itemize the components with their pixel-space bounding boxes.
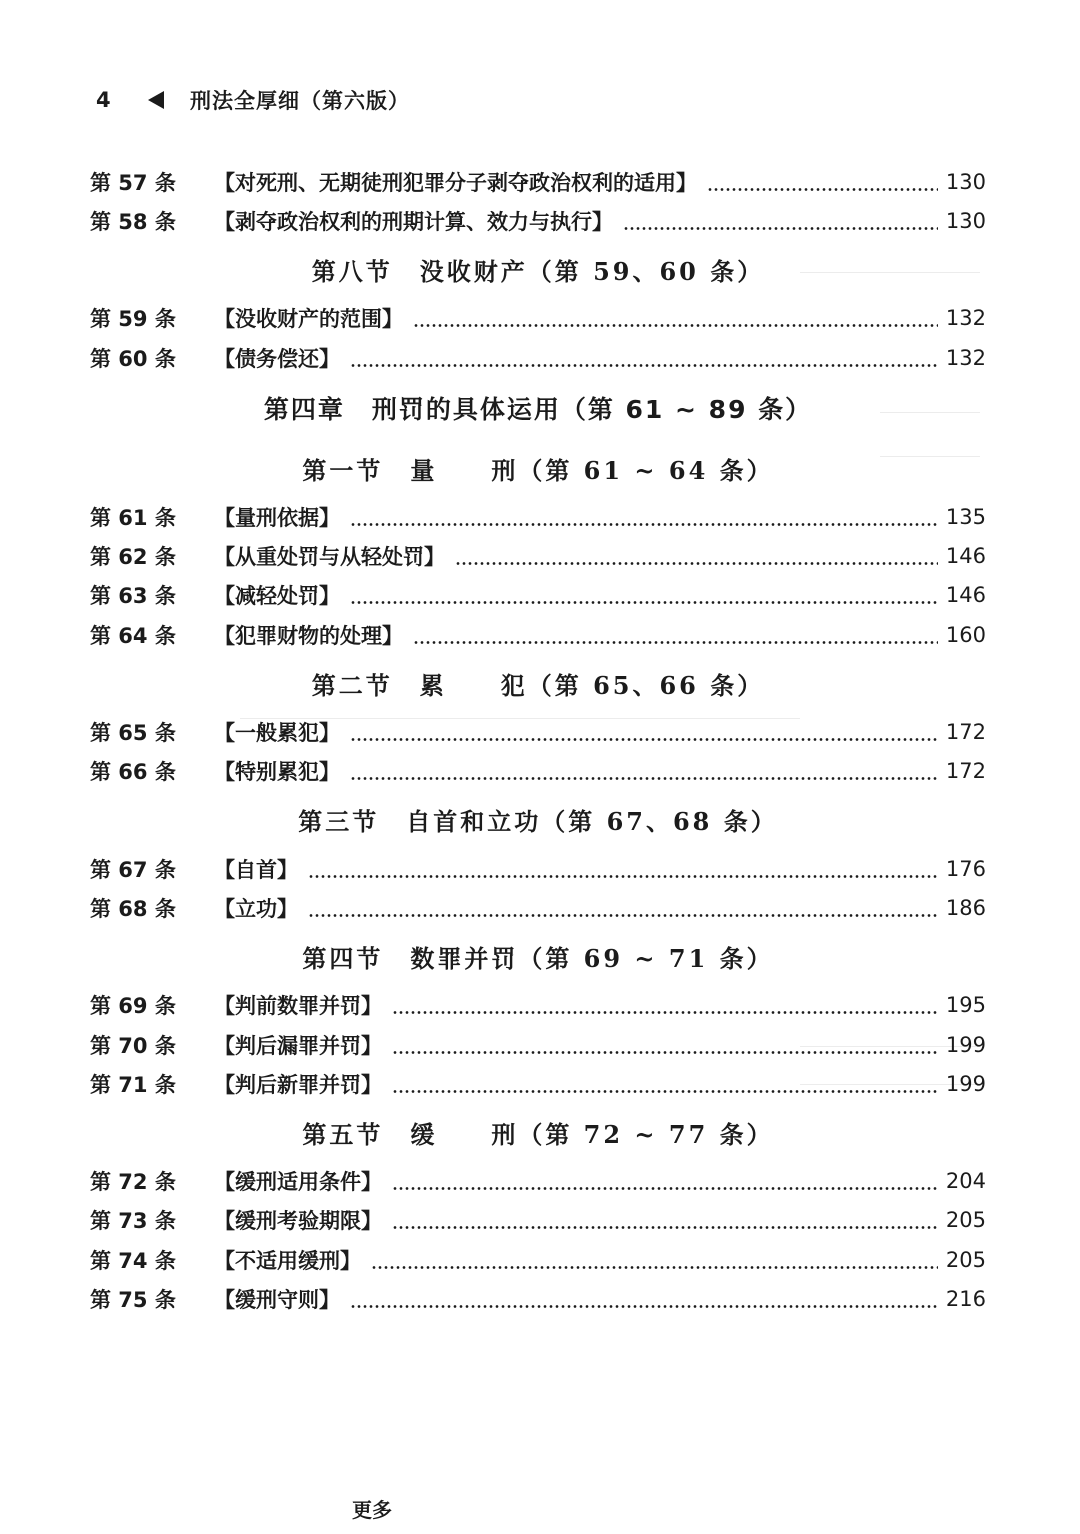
toc-entry[interactable] <box>90 712 986 751</box>
article-number: 第 61 条 <box>90 505 176 530</box>
article-topic: 【一般累犯】 <box>214 721 340 746</box>
page-number-ref: 204 <box>945 1169 986 1194</box>
page-number-ref: 186 <box>945 895 986 920</box>
dot-leader <box>392 1034 938 1056</box>
section-heading: 第四节 数罪并罚（第 69 ~ 71 条） <box>302 944 774 974</box>
page-number-ref: 205 <box>945 1247 986 1272</box>
dot-leader <box>308 897 938 919</box>
section-heading: 第一节 量 刑（第 61 ~ 64 条） <box>302 455 774 485</box>
page-number: 4 <box>96 88 111 112</box>
article-number: 第 72 条 <box>90 1170 176 1195</box>
article-number: 第 75 条 <box>90 1287 176 1312</box>
table-of-contents <box>90 162 986 1319</box>
article-number: 第 59 条 <box>90 307 176 332</box>
toc-entry[interactable] <box>90 201 986 240</box>
page-number-ref: 205 <box>945 1208 986 1233</box>
article-topic: 【没收财产的范围】 <box>214 307 403 332</box>
page-number-ref: 199 <box>945 1071 986 1096</box>
dot-leader <box>392 1073 938 1095</box>
article-topic: 【立功】 <box>214 896 298 921</box>
article-topic: 【量刑依据】 <box>214 505 340 530</box>
page-number-ref: 172 <box>945 720 986 745</box>
page-number-ref: 172 <box>945 759 986 784</box>
article-number: 第 64 条 <box>90 623 176 648</box>
dot-leader <box>707 171 938 193</box>
article-topic: 【判前数罪并罚】 <box>214 994 382 1019</box>
book-title: 刑法全厚细（第六版） <box>190 89 410 113</box>
page-number-ref: 176 <box>945 856 986 881</box>
toc-entry[interactable] <box>90 1201 986 1240</box>
dot-leader <box>392 994 938 1016</box>
article-number: 第 60 条 <box>90 346 176 371</box>
section-heading: 第五节 缓 刑（第 72 ~ 77 条） <box>302 1119 774 1149</box>
section-heading: 第二节 累 犯（第 65、66 条） <box>311 670 765 700</box>
article-topic: 【缓刑守则】 <box>214 1287 340 1312</box>
dot-leader <box>350 347 938 369</box>
article-topic: 【判后新罪并罚】 <box>214 1072 382 1097</box>
article-topic: 【不适用缓刑】 <box>214 1248 361 1273</box>
article-topic: 【债务偿还】 <box>214 346 340 371</box>
article-number: 第 71 条 <box>90 1072 176 1097</box>
article-number: 第 68 条 <box>90 896 176 921</box>
article-number: 第 58 条 <box>90 209 176 234</box>
page-number-ref: 132 <box>945 306 986 331</box>
dot-leader <box>350 584 938 606</box>
toc-entry[interactable] <box>90 1161 986 1200</box>
page-number-ref: 199 <box>945 1032 986 1057</box>
toc-entry[interactable] <box>90 986 986 1025</box>
article-topic: 【缓刑考验期限】 <box>214 1209 382 1234</box>
article-number: 第 63 条 <box>90 584 176 609</box>
article-topic: 【减轻处罚】 <box>214 584 340 609</box>
section-heading: 第三节 自首和立功（第 67、68 条） <box>298 807 778 837</box>
section-heading: 第八节 没收财产（第 59、60 条） <box>311 257 765 287</box>
toc-entry[interactable] <box>90 888 986 927</box>
toc-entry[interactable] <box>90 576 986 615</box>
article-topic: 【判后漏罪并罚】 <box>214 1033 382 1058</box>
dot-leader <box>413 624 938 646</box>
toc-entry[interactable] <box>90 615 986 654</box>
dot-leader <box>413 307 938 329</box>
dot-leader <box>308 858 938 880</box>
article-number: 第 70 条 <box>90 1033 176 1058</box>
toc-entry[interactable] <box>90 1064 986 1103</box>
page-number-ref: 135 <box>945 504 986 529</box>
article-topic: 【自首】 <box>214 857 298 882</box>
dot-leader <box>392 1209 938 1231</box>
article-number: 第 65 条 <box>90 721 176 746</box>
toc-entry[interactable] <box>90 849 986 888</box>
page-number-ref: 146 <box>945 583 986 608</box>
left-triangle-icon <box>148 91 164 109</box>
article-number: 第 73 条 <box>90 1209 176 1234</box>
dot-leader <box>371 1249 938 1271</box>
toc-entry[interactable] <box>90 752 986 791</box>
dot-leader <box>350 721 938 743</box>
article-number: 第 62 条 <box>90 545 176 570</box>
chapter-heading: 第四章 刑罚的具体运用（第 61 ~ 89 条） <box>263 395 813 425</box>
article-topic: 【对死刑、无期徒刑犯罪分子剥夺政治权利的适用】 <box>214 170 697 195</box>
toc-entry[interactable] <box>90 497 986 536</box>
article-number: 第 66 条 <box>90 760 176 785</box>
page-number-ref: 216 <box>945 1286 986 1311</box>
toc-entry[interactable] <box>90 162 986 201</box>
page-number-ref: 132 <box>945 345 986 370</box>
toc-entry[interactable] <box>90 536 986 575</box>
article-topic: 【剥夺政治权利的刑期计算、效力与执行】 <box>214 209 613 234</box>
article-number: 第 69 条 <box>90 994 176 1019</box>
dot-leader <box>350 506 938 528</box>
dot-leader <box>623 210 938 232</box>
dot-leader <box>350 1288 938 1310</box>
more-link[interactable]: 更多 <box>352 1498 392 1522</box>
dot-leader <box>392 1170 938 1192</box>
page-number-ref: 160 <box>945 622 986 647</box>
article-topic: 【犯罪财物的处理】 <box>214 623 403 648</box>
article-topic: 【缓刑适用条件】 <box>214 1170 382 1195</box>
toc-entry[interactable] <box>90 1025 986 1064</box>
toc-entry[interactable] <box>90 1240 986 1279</box>
dot-leader <box>455 545 938 567</box>
article-number: 第 67 条 <box>90 857 176 882</box>
article-number: 第 57 条 <box>90 170 176 195</box>
article-topic: 【特别累犯】 <box>214 760 340 785</box>
page-number-ref: 195 <box>945 993 986 1018</box>
page-number-ref: 130 <box>945 169 986 194</box>
article-topic: 【从重处罚与从轻处罚】 <box>214 545 445 570</box>
page-number-ref: 146 <box>945 544 986 569</box>
toc-entry[interactable] <box>90 1279 986 1318</box>
dot-leader <box>350 760 938 782</box>
running-header <box>96 82 410 118</box>
toc-entry[interactable] <box>90 338 986 377</box>
article-number: 第 74 条 <box>90 1248 176 1273</box>
page-number-ref: 130 <box>945 208 986 233</box>
toc-entry[interactable] <box>90 299 986 338</box>
